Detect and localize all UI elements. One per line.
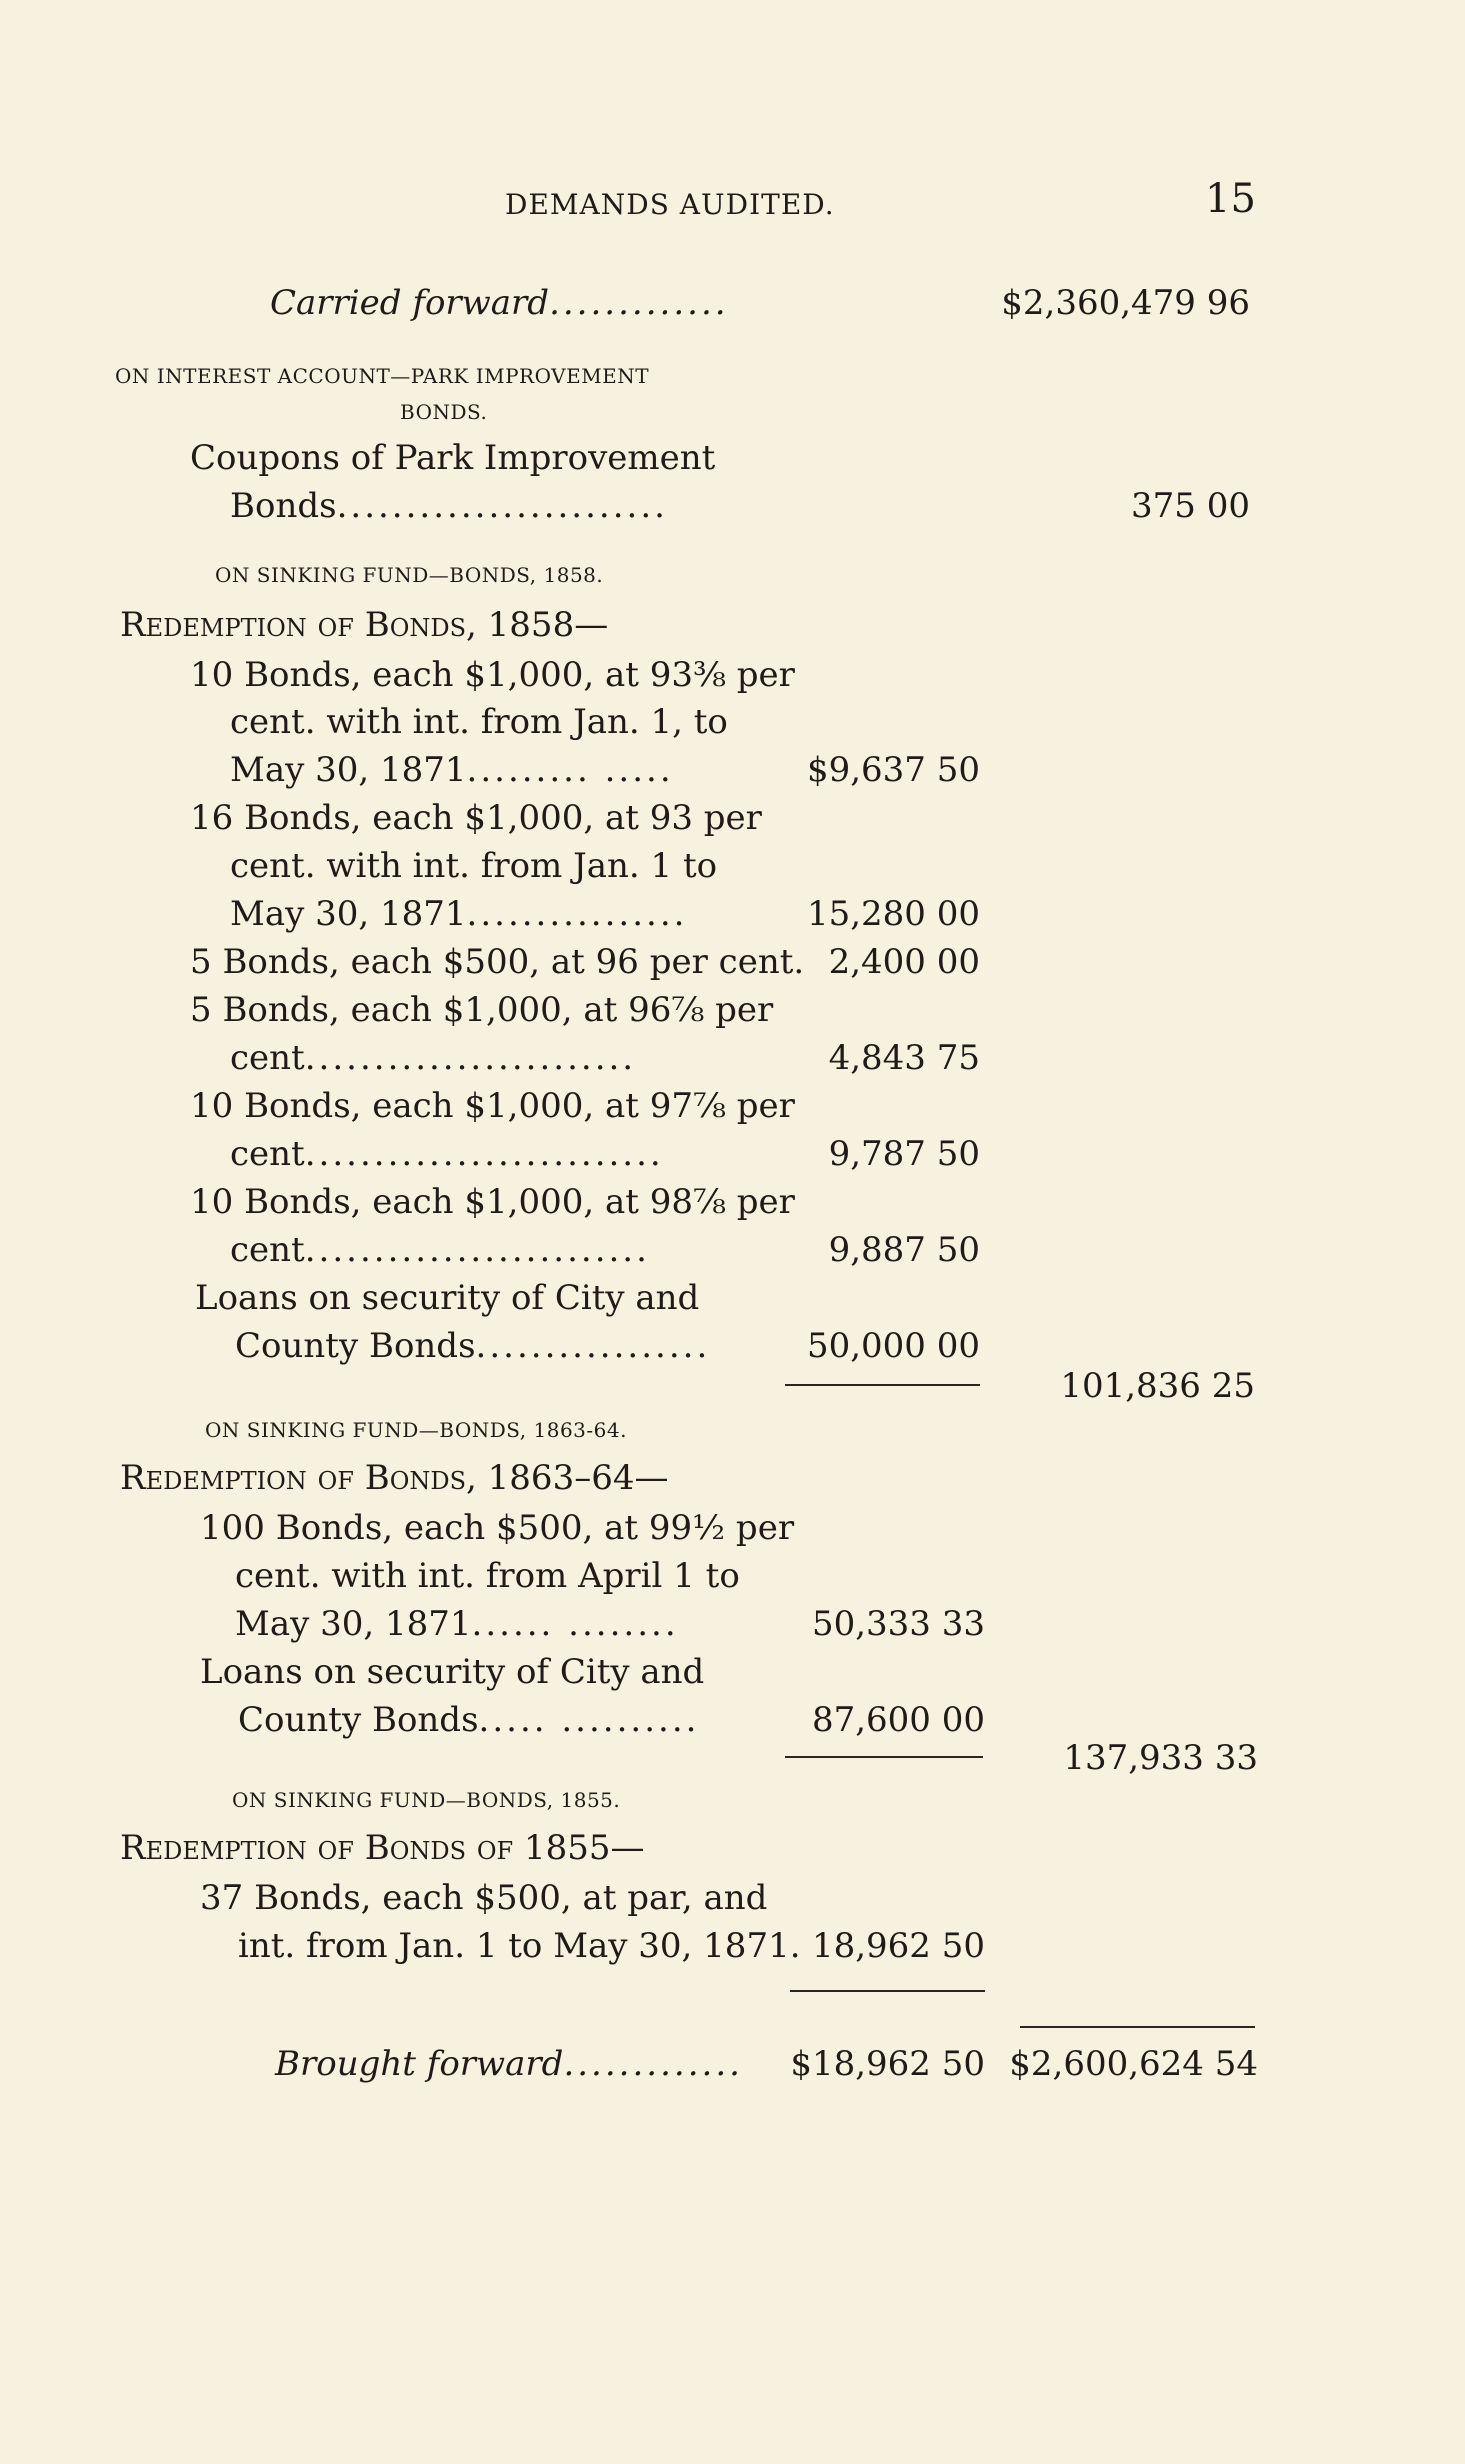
page-number: 15 bbox=[1205, 176, 1256, 222]
sink1858-item-6-line2: cent......................... bbox=[230, 1230, 650, 1270]
sink1858-item-2-line3: May 30, 1871................ bbox=[230, 894, 688, 934]
sink1863-item-1-amount: 50,333 33 bbox=[811, 1604, 985, 1644]
sink1863-item-2-line1: Loans on security of City and bbox=[200, 1652, 705, 1692]
sink1858-item-1-amount: $9,637 50 bbox=[806, 750, 980, 790]
page-header-title: DEMANDS AUDITED. bbox=[505, 188, 835, 221]
sink1855-item-1-amount: 18,962 50 bbox=[811, 1926, 985, 1966]
park-coupons-line1: Coupons of Park Improvement bbox=[190, 438, 716, 478]
sink1858-item-1-line2: cent. with int. from Jan. 1, to bbox=[230, 702, 728, 742]
sink1858-item-4-line2: cent........................ bbox=[230, 1038, 637, 1078]
sink1858-item-6-line1: 10 Bonds, each $1,000, at 98⅞ per bbox=[190, 1182, 795, 1222]
sink1858-item-6-amount: 9,887 50 bbox=[828, 1230, 980, 1270]
sink1858-item-2-line1: 16 Bonds, each $1,000, at 93 per bbox=[190, 798, 762, 838]
sink1858-heading: ON SINKING FUND—BONDS, 1858. bbox=[215, 563, 604, 587]
sink1863-item-2-line2: County Bonds..... .......... bbox=[238, 1700, 700, 1740]
sink1858-item-5-line2: cent.......................... bbox=[230, 1134, 664, 1174]
sink1863-item-2-amount: 87,600 00 bbox=[811, 1700, 985, 1740]
sink1858-total: 101,836 25 bbox=[1060, 1366, 1255, 1406]
brought-forward-total: $2,600,624 54 bbox=[1009, 2044, 1258, 2084]
sink1863-item-1-line1: 100 Bonds, each $500, at 99½ per bbox=[200, 1508, 795, 1548]
sink1858-item-2-line2: cent. with int. from Jan. 1 to bbox=[230, 846, 718, 886]
park-total: 375 00 bbox=[1131, 486, 1250, 526]
sink1863-heading: ON SINKING FUND—BONDS, 1863-64. bbox=[205, 1418, 627, 1442]
sink1855-item-1-line1: 37 Bonds, each $500, at par, and bbox=[200, 1878, 768, 1918]
sink1858-item-3-amount: 2,400 00 bbox=[828, 942, 980, 982]
sink1863-item-1-line3: May 30, 1871...... ........ bbox=[235, 1604, 679, 1644]
sink1858-title: Redemption of Bonds, 1858— bbox=[120, 605, 609, 645]
sink1855-sum-rule bbox=[790, 1990, 985, 1992]
sink1858-item-1-line3: May 30, 1871......... ..... bbox=[230, 750, 674, 790]
sink1858-item-7-amount: 50,000 00 bbox=[806, 1326, 980, 1366]
sink1863-total: 137,933 33 bbox=[1063, 1738, 1258, 1778]
sink1858-item-5-line1: 10 Bonds, each $1,000, at 97⅞ per bbox=[190, 1086, 795, 1126]
park-section-heading: ON INTEREST ACCOUNT—PARK IMPROVEMENT bbox=[115, 364, 650, 388]
sink1858-item-2-amount: 15,280 00 bbox=[806, 894, 980, 934]
carried-forward-total: $2,360,479 96 bbox=[1001, 283, 1250, 323]
park-section-heading-cont: BONDS. bbox=[400, 400, 488, 424]
carried-forward-label: Carried forward............. bbox=[270, 283, 729, 323]
grand-total-rule bbox=[1020, 2026, 1255, 2028]
sink1858-item-4-line1: 5 Bonds, each $1,000, at 96⅞ per bbox=[190, 990, 774, 1030]
sink1858-item-1-line1: 10 Bonds, each $1,000, at 93⅜ per bbox=[190, 655, 795, 695]
sink1863-title: Redemption of Bonds, 1863–64— bbox=[120, 1458, 669, 1498]
sink1855-item-1-line2: int. from Jan. 1 to May 30, 1871. bbox=[238, 1926, 801, 1966]
sink1863-sum-rule bbox=[785, 1756, 983, 1758]
sink1858-item-5-amount: 9,787 50 bbox=[828, 1134, 980, 1174]
sink1858-item-4-amount: 4,843 75 bbox=[828, 1038, 980, 1078]
sink1858-item-7-line2: County Bonds................. bbox=[235, 1326, 711, 1366]
sink1858-item-3-line1: 5 Bonds, each $500, at 96 per cent. bbox=[190, 942, 805, 982]
sink1858-item-7-line1: Loans on security of City and bbox=[195, 1278, 700, 1318]
sink1863-item-1-line2: cent. with int. from April 1 to bbox=[235, 1556, 740, 1596]
sink1858-sum-rule bbox=[785, 1384, 980, 1386]
brought-forward-label: Brought forward............. bbox=[275, 2044, 743, 2084]
sink1855-heading: ON SINKING FUND—BONDS, 1855. bbox=[232, 1788, 621, 1812]
sink1855-title: Redemption of Bonds of 1855— bbox=[120, 1828, 645, 1868]
brought-forward-subtotal: $18,962 50 bbox=[790, 2044, 985, 2084]
park-coupons-line2: Bonds........................ bbox=[230, 486, 668, 526]
